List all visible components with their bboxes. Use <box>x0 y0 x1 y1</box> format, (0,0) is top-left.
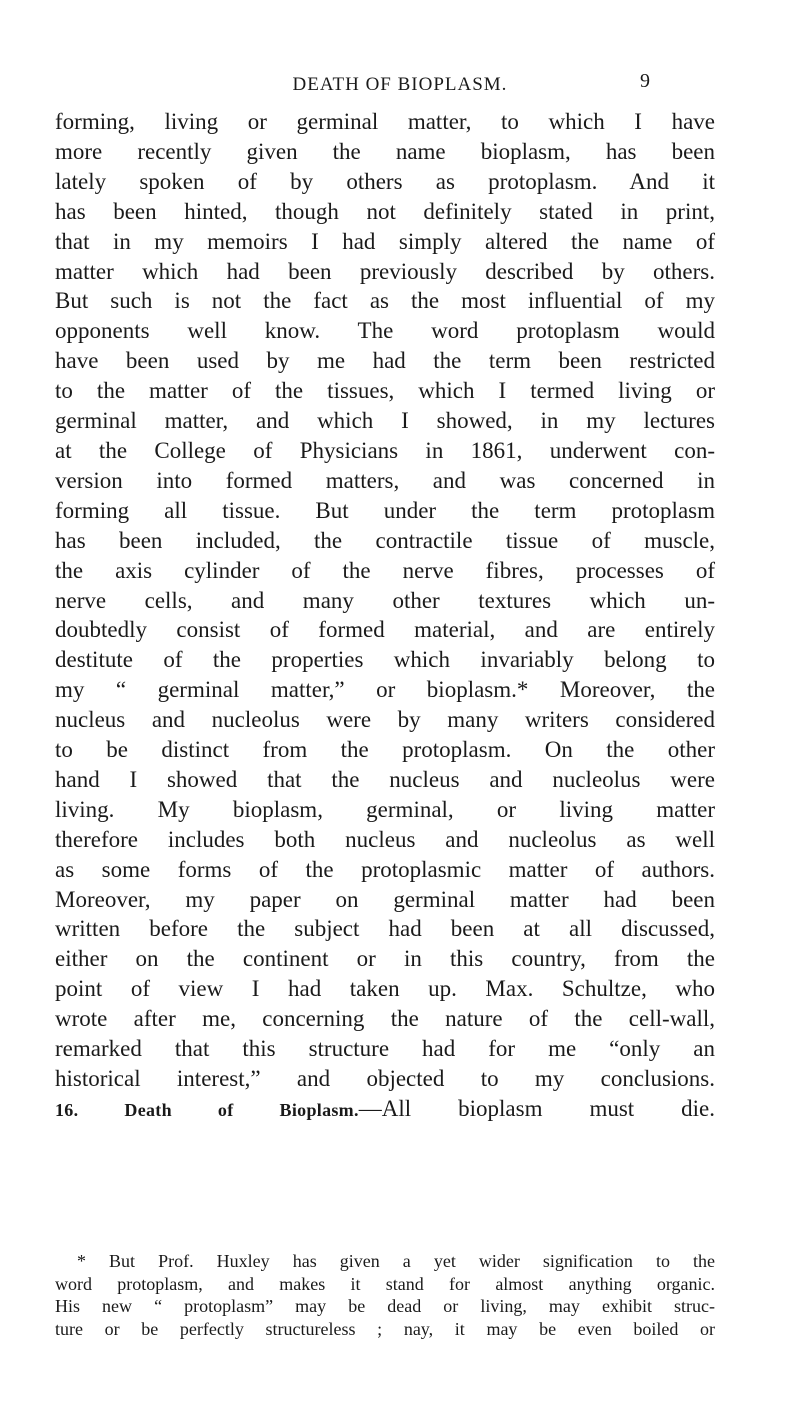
body-line: But such is not the fact as the most influential of my <box>55 288 715 314</box>
body-line: remarked that this structure had for me “only an <box>55 1036 715 1062</box>
body-line: hand I showed that the nucleus and nucleolus were <box>55 766 715 792</box>
body-line: forming all tissue. But under the term protoplasm <box>55 497 715 523</box>
body-line: the axis cylinder of the nerve fibres, processes of <box>55 557 715 583</box>
section-label: 16. Death of Bioplasm. <box>55 1099 359 1120</box>
body-line: as some forms of the protoplasmic matter of authors. <box>55 856 715 882</box>
body-line: historical interest,” and objected to my conclusions. <box>55 1066 715 1091</box>
body-line: point of view I had taken up. Max. Schultze, who <box>55 976 715 1002</box>
body-line: lately spoken of by others as protoplasm. And it <box>55 168 715 194</box>
body-line: has been included, the contractile tissue of muscle, <box>55 527 715 553</box>
body-line: matter which had been previously described by others. <box>55 258 715 284</box>
body-line: nerve cells, and many other textures which un- <box>55 587 715 613</box>
body-line: Moreover, my paper on germinal matter had been <box>55 886 715 912</box>
body-line: germinal matter, and which I showed, in my lectures <box>55 408 715 434</box>
footnote <box>55 1250 715 1340</box>
footnote-line: word protoplasm, and makes it stand for almost anything organic. <box>55 1273 715 1294</box>
body-line: has been hinted, though not definitely stated in print, <box>55 198 715 224</box>
body-line: at the College of Physicians in 1861, underwent con- <box>55 437 715 463</box>
footnote-line: His new “ protoplasm” may be dead or living, may exhibit struc- <box>55 1296 715 1316</box>
footnote-line: * But Prof. Huxley has given a yet wider signification to the <box>77 1251 715 1271</box>
body-line: to the matter of the tissues, which I termed living or <box>55 378 715 404</box>
footnote-line: ture or be perfectly structureless ; nay, it may be even boiled or <box>55 1318 715 1339</box>
body-line: wrote after me, concerning the nature of the cell-wall, <box>55 1006 715 1032</box>
body-line: more recently given the name bioplasm, has been <box>55 138 715 164</box>
body-line: doubtedly consist of formed material, and are entirely <box>55 617 715 643</box>
body-line: have been used by me had the term been restricted <box>55 348 715 374</box>
body-text <box>55 107 715 1126</box>
body-line: destitute of the properties which invariably belong to <box>55 647 715 673</box>
body-line: my “ germinal matter,” or bioplasm.* Moreover, the <box>55 677 715 703</box>
page-number: 9 <box>640 70 650 92</box>
body-line: either on the continent or in this country, from the <box>55 946 715 972</box>
body-line: opponents well know. The word protoplasm would <box>55 318 715 344</box>
body-line: therefore includes both nucleus and nucleolus as well <box>55 826 715 852</box>
body-line: forming, living or germinal matter, to which I have <box>55 109 715 134</box>
section-heading <box>55 1094 715 1126</box>
body-line: to be distinct from the protoplasm. On the other <box>55 737 715 763</box>
running-head: DEATH OF BIOPLASM. <box>292 74 508 95</box>
body-line: nucleus and nucleolus were by many writers considered <box>55 707 715 733</box>
body-line: living. My bioplasm, germinal, or living matter <box>55 796 715 822</box>
body-line: that in my memoirs I had simply altered the name of <box>55 228 715 254</box>
section-text: —All bioplasm must die. <box>358 1095 715 1121</box>
body-line: written before the subject had been at all discussed, <box>55 916 715 942</box>
body-line: version into formed matters, and was concerned in <box>55 467 715 493</box>
